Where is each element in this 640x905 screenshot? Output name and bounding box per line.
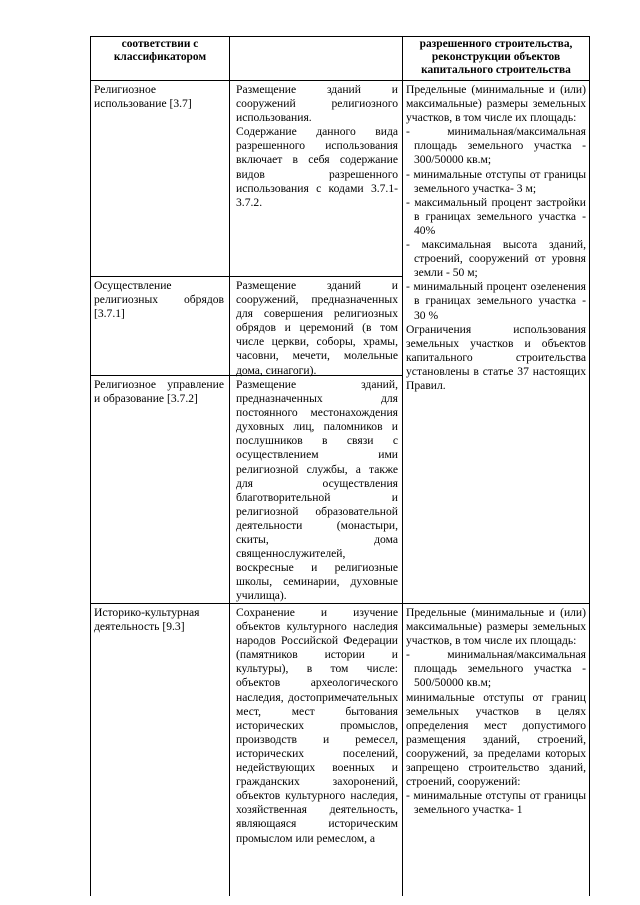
params2-text: минимальные отступы от границ земельных участков в целях определения мест допустимого размещения зданий, строений, сооружений, за пределами которых запрещено строительство зданий, строений, сооружений: <box>406 690 586 789</box>
params-block-2 <box>406 606 586 817</box>
params1-item: - максимальная высота зданий, строений, сооружений от уровня земли - 50 м; <box>406 238 586 280</box>
row4-name: Историко-культурная деятельность [9.3] <box>94 606 200 634</box>
params1-intro: Предельные (минимальные и (или) максимальные) размеры земельных участков, в том числе их площадь: <box>406 83 586 125</box>
row2-description: Размещение зданий и сооружений, предназначенных для совершения религиозных обрядов и церемоний (в том числе церкви, соборы, храмы, часовни, мечети, молельные дома, синагоги). <box>236 279 398 377</box>
params2-item: - минимальные отступы от границы земельного участка- 1 <box>406 789 586 817</box>
table-border-top <box>90 36 590 37</box>
table-border-left <box>90 36 91 896</box>
row1-name: Религиозное использование [3.7] <box>94 83 192 111</box>
row1-desc-para2: Содержание данного вида разрешенного использования включает в себя содержание видов разрешенного использования с кодами 3.7.1-3.7.2. <box>236 125 398 209</box>
row3-name: Религиозное управление и образование [3.7.2] <box>94 378 224 406</box>
params1-item: - минимальные отступы от границы земельного участка- 3 м; <box>406 167 586 195</box>
params1-item: - максимальный процент застройки в границах земельного участка - 40% <box>406 195 586 237</box>
params1-item: - минимальный процент озеленения в границах земельного участка - 30 % <box>406 280 586 322</box>
params1-outro: Ограничения использования земельных участков и объектов капитального строительства установлены в статье 37 настоящих Правил. <box>406 322 586 392</box>
header-col1: соответствии с классификатором <box>113 38 207 63</box>
params2-intro: Предельные (минимальные и (или) максимальные) размеры земельных участков, в том числе их площадь: <box>406 606 586 648</box>
header-col3: разрешенного строительства, реконструкции объектов капитального строительства <box>419 38 573 76</box>
table-border-right <box>589 36 590 896</box>
table-border-col3 <box>402 36 403 896</box>
row4-description: Сохранение и изучение объектов культурного наследия народов Российской Федерации (памятников истории и культуры), в том числе: объектов археологического наследия, достопримечательных мест, мест бытования исторических промыслов, производств и ремесел, исторических поселений, недействующих военных и гражданских захоронений, объектов культурного наследия, хозяйственная деятельность, являющаяся историческим промыслом или ремеслом, а <box>236 606 398 845</box>
row1-description <box>236 83 398 210</box>
row-divider-1 <box>90 276 402 277</box>
row3-description: Размещение зданий, предназначенных для постоянного местонахождения духовных лиц, паломников и послушников в связи с осуществлением ими религиозной службы, а также для осуществления благотворительной и религиозной образовательной деятельности (монастыри, скиты, дома священнослужителей, воскресные и религиозные школы, семинарии, духовные училища). <box>236 378 398 603</box>
params1-item: - минимальная/максимальная площадь земельного участка - 300/50000 кв.м; <box>406 125 586 167</box>
params2-item: - минимальная/максимальная площадь земельного участка - 500/50000 кв.м; <box>406 648 586 690</box>
header-row-divider <box>90 80 590 81</box>
row2-name: Осуществление религиозных обрядов [3.7.1] <box>94 279 224 321</box>
params-block-1 <box>406 83 586 393</box>
table-border-col2 <box>229 36 230 896</box>
row1-desc-para1: Размещение зданий и сооружений религиозного использования. <box>236 83 398 125</box>
